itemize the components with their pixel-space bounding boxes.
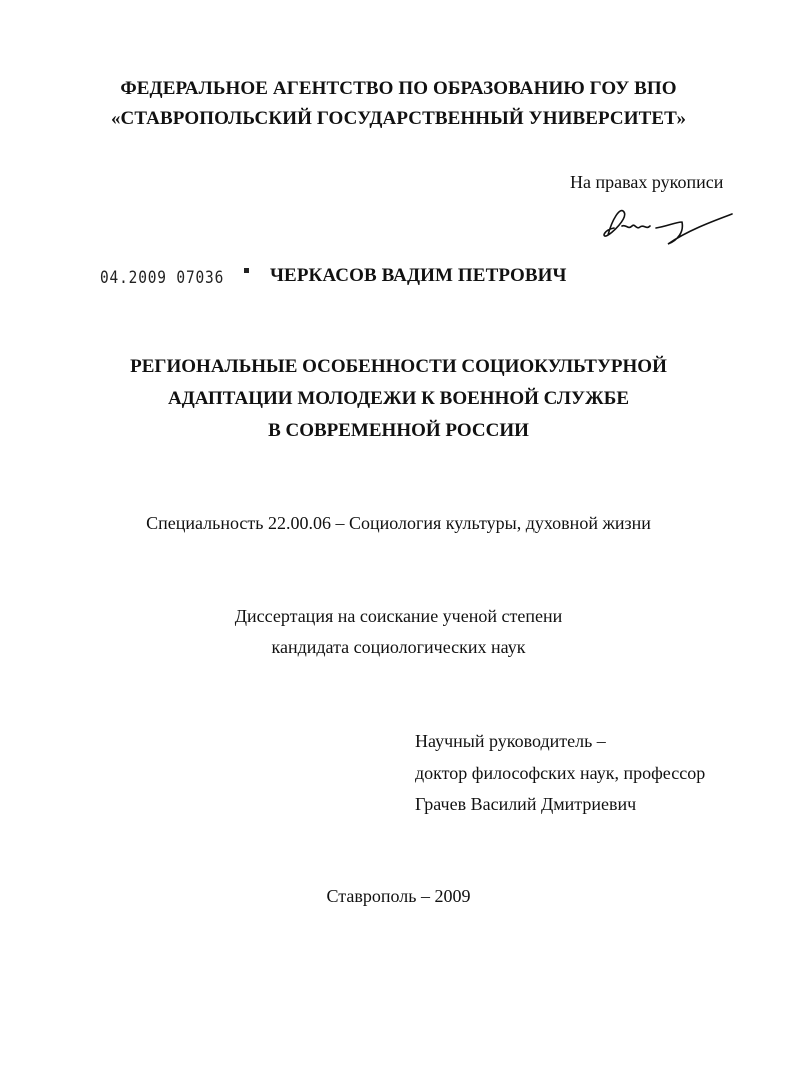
author-name: ЧЕРКАСОВ ВАДИМ ПЕТРОВИЧ <box>270 265 567 286</box>
dissertation-line-1: Диссертация на соискание ученой степени <box>234 606 563 626</box>
supervisor-line-1: Научный руководитель – <box>415 731 606 751</box>
header-line-2: «СТАВРОПОЛЬСКИЙ ГОСУДАРСТВЕННЫЙ УНИВЕРСИТЕТ» <box>110 108 687 129</box>
title-line-2: АДАПТАЦИИ МОЛОДЕЖИ К ВОЕННОЙ СЛУЖБЕ <box>167 388 630 409</box>
specialty: Специальность 22.00.06 – Социология культуры, духовной жизни <box>146 513 651 533</box>
registration-code: 04.2009 07036 <box>100 268 225 288</box>
dissertation-line-2: кандидата социологических наук <box>271 637 526 657</box>
supervisor-line-2: доктор философских наук, профессор <box>415 763 706 783</box>
city-year: Ставрополь – 2009 <box>326 886 471 906</box>
signature <box>598 200 738 260</box>
header-line-1: ФЕДЕРАЛЬНОЕ АГЕНТСТВО ПО ОБРАЗОВАНИЮ ГОУ ВПО <box>120 78 677 99</box>
manuscript-note: На правах рукописи <box>570 172 724 192</box>
title-line-1: РЕГИОНАЛЬНЫЕ ОСОБЕННОСТИ СОЦИОКУЛЬТУРНОЙ <box>130 356 667 377</box>
supervisor-line-3: Грачев Василий Дмитриевич <box>415 794 637 814</box>
title-line-3: В СОВРЕМЕННОЙ РОССИИ <box>268 420 529 441</box>
code-dot <box>244 268 249 273</box>
